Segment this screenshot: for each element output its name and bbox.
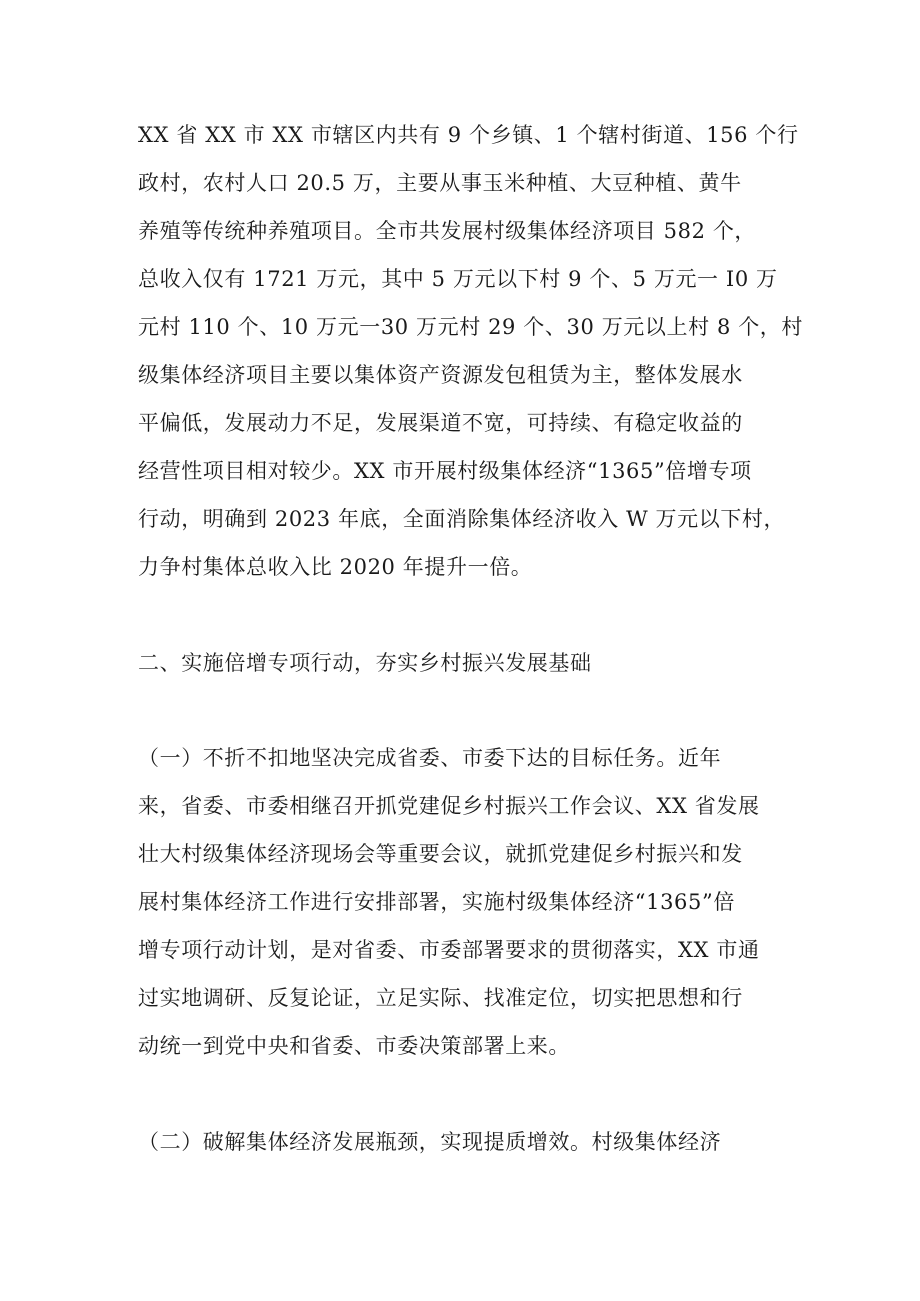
paragraph-line: 壮大村级集体经济现场会等重要会议，就抓党建促乡村振兴和发 <box>138 842 743 866</box>
paragraph-line: 过实地调研、反复论证，立足实际、找准定位，切实把思想和行 <box>138 986 743 1010</box>
paragraph-line: 总收入仅有 1721 万元，其中 5 万元以下村 9 个、5 万元一 I0 万 <box>138 267 778 291</box>
paragraph-line: 展村集体经济工作进行安排部署，实施村级集体经济“1365”倍 <box>138 890 735 914</box>
paragraph-line: 经营性项目相对较少。XX 市开展村级集体经济“1365”倍增专项 <box>138 459 752 483</box>
paragraph-line: 行动，明确到 2023 年底，全面消除集体经济收入 W 万元以下村， <box>138 507 786 531</box>
paragraph-line: XX 省 XX 市 XX 市辖区内共有 9 个乡镇、1 个辖村街道、156 个行 <box>138 123 799 147</box>
paragraph-line: 动统一到党中央和省委、市委决策部署上来。 <box>138 1034 570 1058</box>
paragraph-line: 养殖等传统种养殖项目。全市共发展村级集体经济项目 582 个， <box>138 219 757 243</box>
section-heading: 二、实施倍增专项行动，夯实乡村振兴发展基础 <box>138 651 592 675</box>
paragraph-line: 元村 110 个、10 万元一30 万元村 29 个、30 万元以上村 8 个，村 <box>138 315 804 339</box>
paragraph-line: （二）破解集体经济发展瓶颈，实现提质增效。村级集体经济 <box>138 1130 722 1154</box>
paragraph-line: 力争村集体总收入比 2020 年提升一倍。 <box>138 555 533 579</box>
paragraph-line: 平偏低，发展动力不足，发展渠道不宽，可持续、有稳定收益的 <box>138 411 743 435</box>
paragraph-line: 增专项行动计划，是对省委、市委部署要求的贯彻落实，XX 市通 <box>138 938 760 962</box>
paragraph-line: （一）不折不扣地坚决完成省委、市委下达的目标任务。近年 <box>138 746 722 770</box>
paragraph-line: 政村，农村人口 20.5 万，主要从事玉米种植、大豆种植、黄牛 <box>138 171 742 195</box>
paragraph-line: 级集体经济项目主要以集体资产资源发包租赁为主，整体发展水 <box>138 363 743 387</box>
paragraph-line: 来，省委、市委相继召开抓党建促乡村振兴工作会议、XX 省发展 <box>138 794 760 818</box>
